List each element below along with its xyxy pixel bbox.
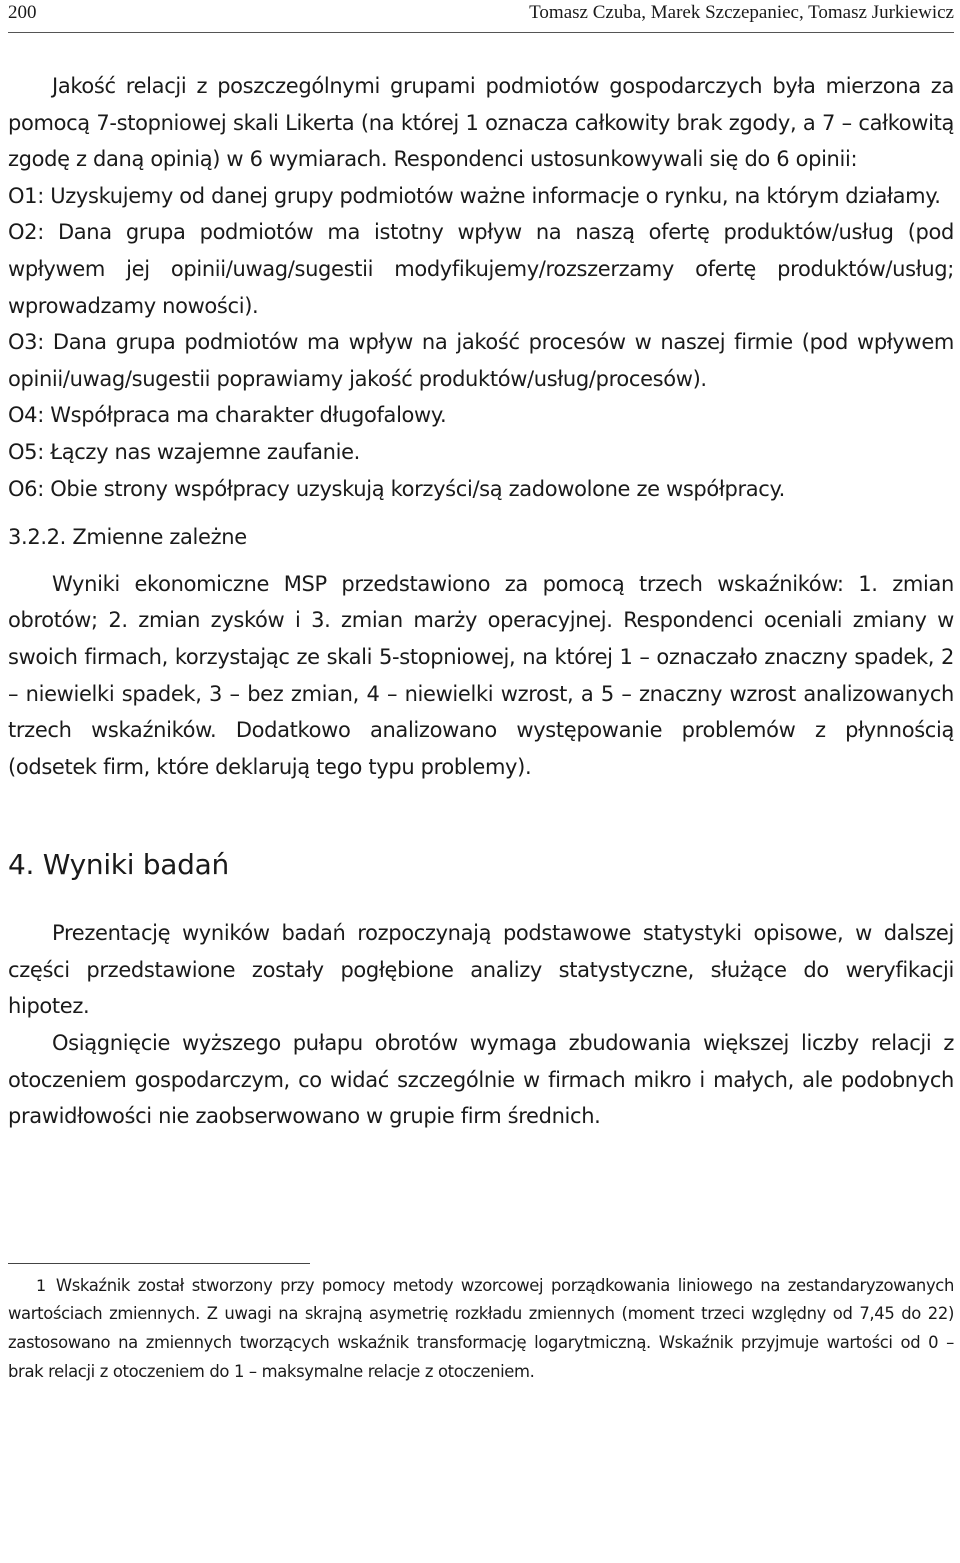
running-header-authors: Tomasz Czuba, Marek Szczepaniec, Tomasz Jurkiewicz — [529, 2, 954, 23]
paragraph-results-turnover: Osiągnięcie wyższego pułapu obrotów wymaga zbudowania większej liczby relacji z otoczeniem gospodarczym, co widać szczególnie w firmach mikro i małych, ale podobnych prawidłowości nie zaobserwowano w grupie firm średnich. — [8, 1031, 954, 1129]
paragraph-dependent-variables: Wyniki ekonomiczne MSP przedstawiono za pomocą trzech wskaźników: 1. zmian obrotów; 2. zmian zysków i 3. zmian marży operacyjnej. Respondenci oceniali zmiany w swoich firmach, korzystając ze skali 5-stopniowej, na której 1 – oznaczało znaczny spadek, 2 – niewielki spadek, 3 – bez zmian, 4 – niewielki wzrost, a 5 – znaczny wzrost analizowanych trzech wskaźników. Dodatkowo analizowano występowanie problemów z płynnością (odsetek firm, które deklarują tego typu problemy). — [8, 571, 954, 779]
paragraph-likert-scale: Jakość relacji z poszczególnymi grupami podmiotów gospodarczych była mierzona za pomocą 7-stopniowej skali Likerta (na której 1 oznacza całkowity brak zgody, a 7 – całkowitą zgodę z daną opinią) w 6 wymiarach. Respondenci ustosunkowywali się do 6 opinii: — [8, 74, 954, 172]
footnote — [8, 1272, 954, 1386]
opinion-o6: O6: Obie strony współpracy uzyskują korzyści/są zadowolone ze współpracy. — [8, 476, 785, 501]
footnote-divider — [8, 1263, 310, 1264]
opinion-o4: O4: Współpraca ma charakter długofalowy. — [8, 403, 447, 428]
footnote-marker: 1 — [36, 1275, 46, 1295]
document-page — [8, 0, 954, 1386]
footnote-text: Wskaźnik został stworzony przy pomocy metody wzorcowej porządkowania liniowego na zestandaryzowanych wartościach zmiennych. Z uwagi na skrajną asymetrię rozkładu zmiennych (moment trzeci względny od 7,45 do 22) zastosowano na zmiennych tworzących wskaźnik transformację logarytmiczną. Wskaźnik przyjmuje wartości od 0 – brak relacji z otoczeniem do 1 – maksymalne relacje z otoczeniem. — [8, 1275, 954, 1381]
results-text — [8, 915, 954, 1135]
paragraph-results-intro: Prezentację wyników badań rozpoczynają podstawowe statystyki opisowe, w dalszej części przedstawione zostały pogłębione analizy statystyczne, służące do weryfikacji hipotez. — [8, 921, 954, 1019]
opinion-o5: O5: Łączy nas wzajemne zaufanie. — [8, 439, 360, 464]
running-header — [8, 0, 954, 33]
subsection-heading: 3.2.2. Zmienne zależne — [8, 525, 247, 550]
opinion-o1: O1: Uzyskujemy od danej grupy podmiotów ważne informacje o rynku, na którym działamy. — [8, 183, 941, 208]
body-text — [8, 68, 954, 785]
opinion-o2: O2: Dana grupa podmiotów ma istotny wpływ na naszą ofertę produktów/usług (pod wpływem jej opinii/uwag/sugestii modyfikujemy/rozszerzamy ofertę produktów/usług; wprowadzamy nowości). — [8, 220, 954, 318]
page-number: 200 — [8, 2, 37, 23]
opinion-o3: O3: Dana grupa podmiotów ma wpływ na jakość procesów w naszej firmie (pod wpływem opinii/uwag/sugestii poprawiamy jakość produktów/usług/procesów). — [8, 330, 954, 391]
section-heading: 4. Wyniki badań — [8, 848, 229, 882]
